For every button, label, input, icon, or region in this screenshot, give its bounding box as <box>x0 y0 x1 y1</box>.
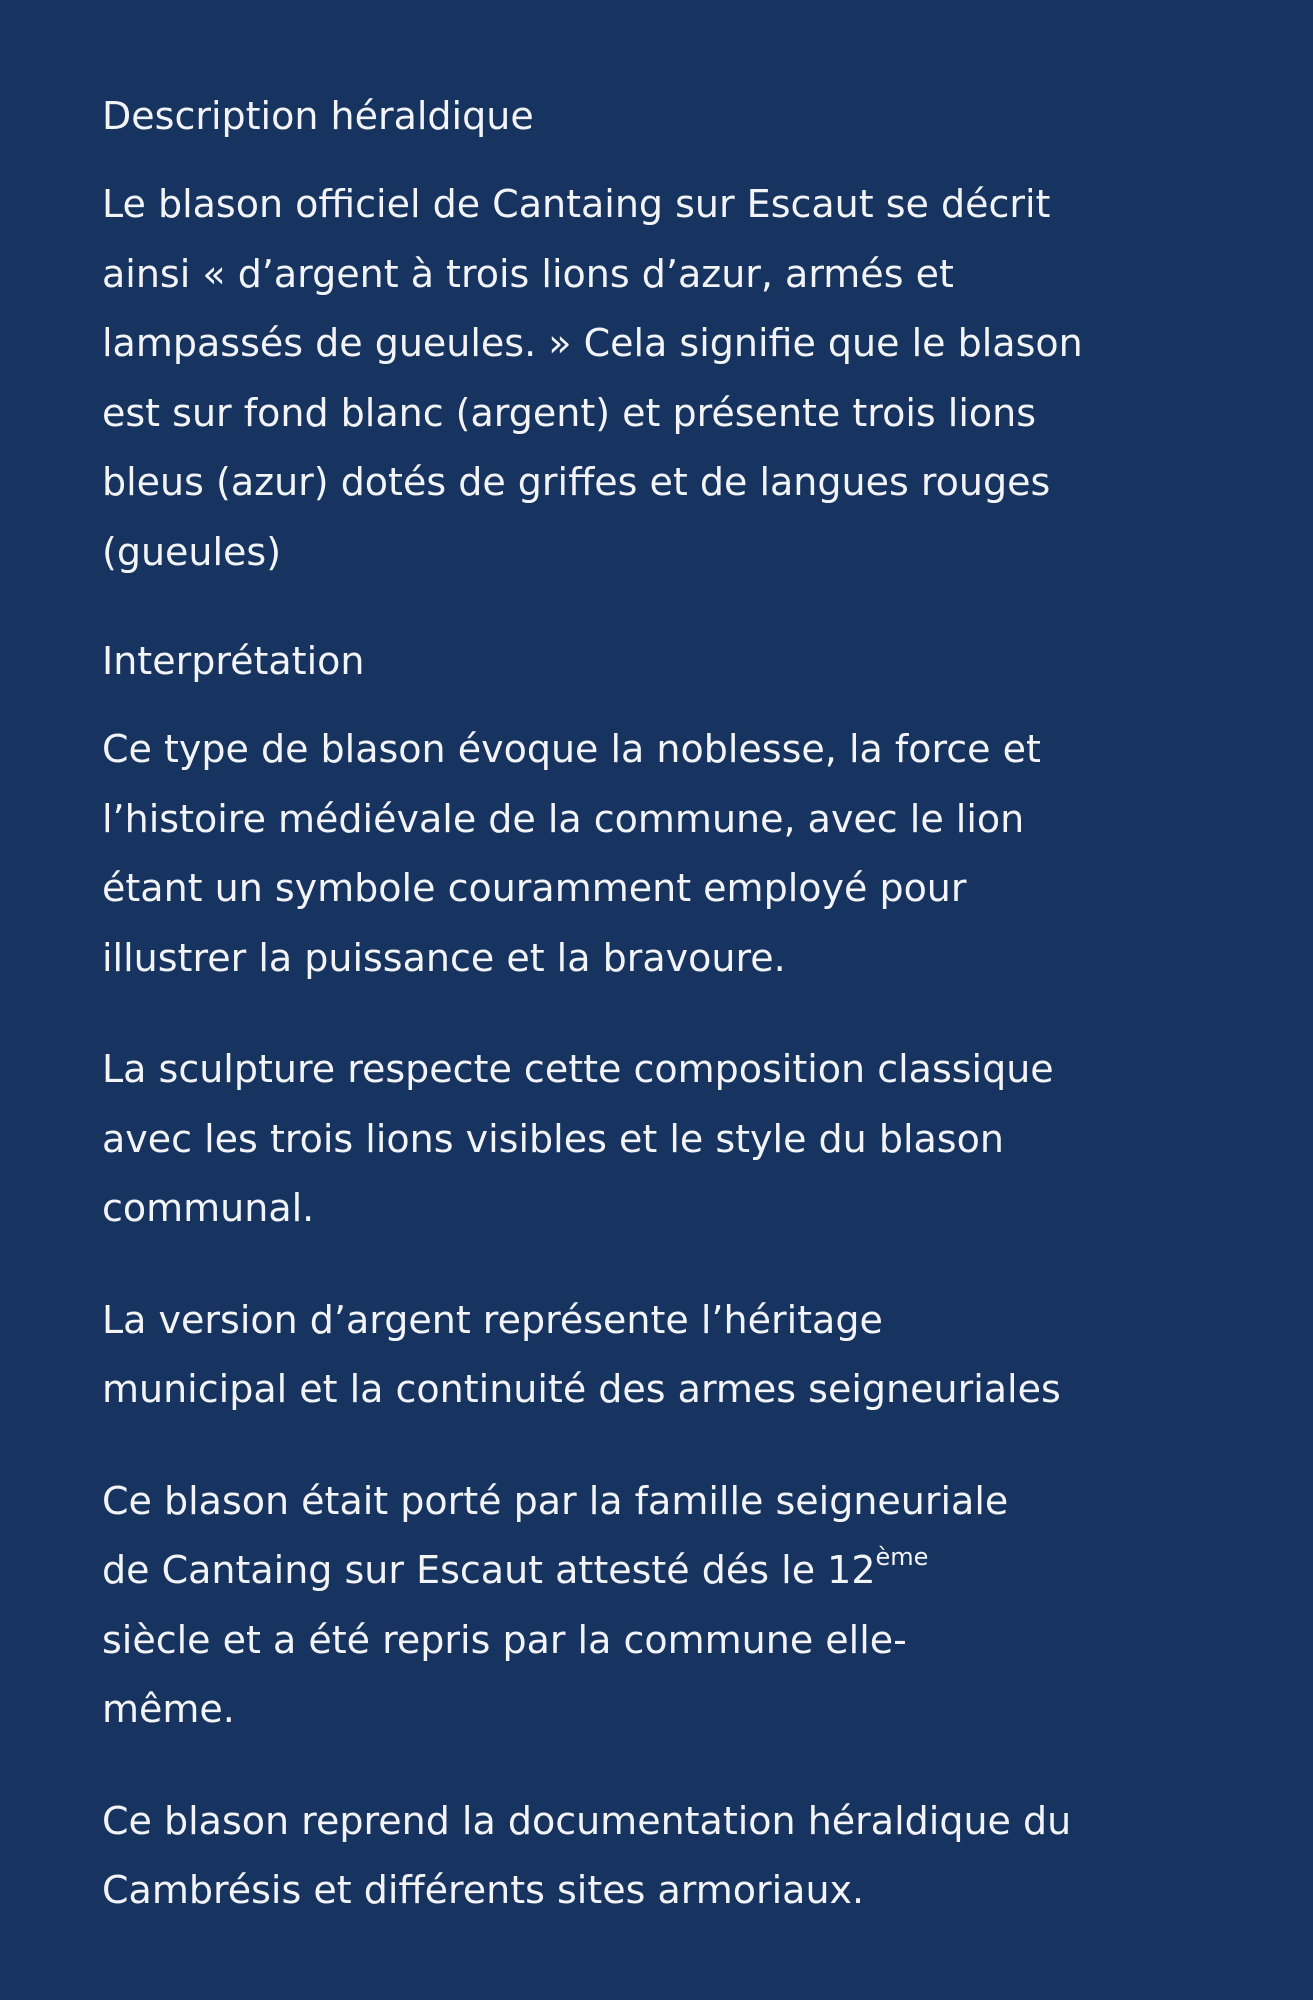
text-line: étant un symbole couramment employé pour <box>102 866 967 910</box>
paragraph-famille-seigneuriale <box>102 1467 1133 1745</box>
text-line: Ce blason reprend la documentation héraldique du <box>102 1798 1072 1843</box>
text-line <box>102 1536 1133 1606</box>
text-line: ainsi « d’argent à trois lions d’azur, armés et <box>102 251 954 296</box>
text-line: l’histoire médiévale de la commune, avec le lion <box>102 796 1025 841</box>
text-line: lampassés de gueules. » Cela signifie que le blason <box>102 321 1083 365</box>
text-line: est sur fond blanc (argent) et présente trois lions <box>102 390 1037 435</box>
text-line: Ce type de blason évoque la noblesse, la force et <box>102 727 1041 771</box>
paragraph-sculpture <box>102 1035 1133 1244</box>
text-line: La version d’argent représente l’héritage <box>102 1297 883 1342</box>
text-line: Cambrésis et différents sites armoriaux. <box>102 1868 865 1912</box>
heading-interpretation: Interprétation <box>102 639 365 683</box>
text-line: même. <box>102 1687 235 1731</box>
paragraph-blason-description <box>102 170 1133 587</box>
text-line: La sculpture respecte cette composition classique <box>102 1047 1054 1091</box>
text-line: siècle et a été repris par la commune elle- <box>102 1617 907 1662</box>
heading-description-heraldique: Description héraldique <box>102 94 534 138</box>
paragraph-interpretation <box>102 715 1133 993</box>
text-line: avec les trois lions visibles et le style du blason <box>102 1116 1004 1161</box>
text-line: illustrer la puissance et la bravoure. <box>102 935 786 980</box>
text-line: Ce blason était porté par la famille seigneuriale <box>102 1478 1009 1523</box>
text-line: municipal et la continuité des armes seigneuriales <box>102 1367 1061 1411</box>
paragraph-version-argent <box>102 1286 1133 1425</box>
text-main: de Cantaing sur Escaut attesté dés le 12 <box>102 1548 876 1592</box>
text-line: bleus (azur) dotés de griffes et de langues rouges <box>102 460 1051 504</box>
paragraph-documentation <box>102 1787 1133 1926</box>
superscript-ordinal: ème <box>875 1543 929 1571</box>
text-line: Le blason officiel de Cantaing sur Escaut se décrit <box>102 182 1051 226</box>
text-line: communal. <box>102 1186 315 1230</box>
text-line: (gueules) <box>102 529 282 574</box>
